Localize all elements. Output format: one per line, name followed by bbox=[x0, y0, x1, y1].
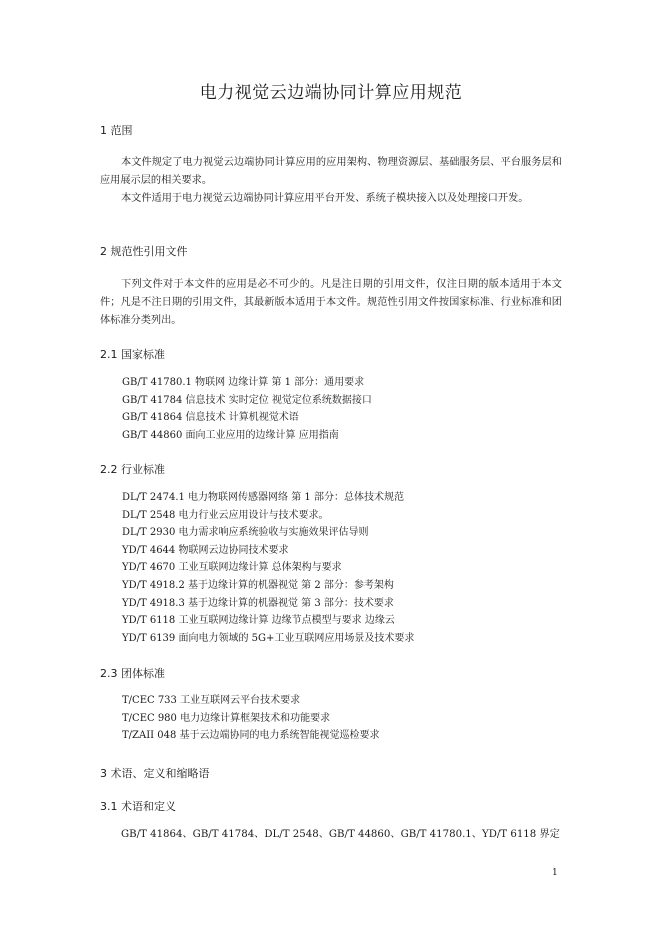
list-item: GB/T 44860 面向工业应用的边缘计算 应用指南 bbox=[122, 429, 339, 441]
terms-paragraph: GB/T 41864、GB/T 41784、DL/T 2548、GB/T 44860、GB/T 41780.1、YD/T 6118 界定 bbox=[121, 829, 560, 840]
section-heading-group-standards: 2.3 团体标准 bbox=[100, 667, 165, 680]
list-item: T/CEC 980 电力边缘计算框架技术和功能要求 bbox=[122, 712, 331, 724]
scope-paragraph-2: 本文件适用于电力视觉云边端协同计算应用平台开发、系统子模块接入以及处理接口开发。 bbox=[121, 193, 529, 204]
list-item: DL/T 2474.1 电力物联网传感器网络 第 1 部分：总体技术规范 bbox=[122, 492, 404, 503]
list-item: YD/T 4918.2 基于边缘计算的机器视觉 第 2 部分：参考架构 bbox=[122, 579, 394, 591]
group-standards-list bbox=[122, 692, 380, 745]
list-item: DL/T 2548 电力行业云应用设计与技术要求。 bbox=[122, 509, 329, 521]
page-number: 1 bbox=[552, 868, 558, 878]
list-item: YD/T 6139 面向电力领域的 5G+工业互联网应用场景及技术要求 bbox=[122, 632, 415, 644]
section-heading-terms-and-definitions: 3.1 术语和定义 bbox=[100, 800, 176, 813]
list-item: YD/T 6118 工业互联网边缘计算 边缘节点模型与要求 边缘云 bbox=[122, 615, 395, 627]
list-item: YD/T 4918.3 基于边缘计算的机器视觉 第 3 部分：技术要求 bbox=[122, 597, 394, 609]
list-item: YD/T 4644 物联网云边协同技术要求 bbox=[122, 544, 289, 556]
document-title: 电力视觉云边端协同计算应用规范 bbox=[199, 83, 463, 103]
section-heading-terms: 3 术语、定义和缩略语 bbox=[100, 767, 210, 780]
section-heading-normative-references: 2 规范性引用文件 bbox=[100, 245, 188, 258]
section-heading-scope: 1 范围 bbox=[100, 124, 133, 137]
list-item: DL/T 2930 电力需求响应系统验收与实施效果评估导则 bbox=[122, 527, 369, 539]
industry-standards-list bbox=[122, 489, 414, 647]
list-item: GB/T 41864 信息技术 计算机视觉术语 bbox=[122, 412, 299, 424]
section-heading-national-standards: 2.1 国家标准 bbox=[100, 348, 165, 361]
list-item: YD/T 4670 工业互联网边缘计算 总体架构与要求 bbox=[122, 562, 342, 574]
national-standards-list bbox=[122, 374, 372, 444]
section-heading-industry-standards: 2.2 行业标准 bbox=[100, 463, 165, 476]
list-item: GB/T 41784 信息技术 实时定位 视觉定位系统数据接口 bbox=[122, 394, 372, 406]
scope-paragraph-1: 本文件规定了电力视觉云边端协同计算应用的应用架构、物理资源层、基础服务层、平台服务层和应用展示层的相关要求。 bbox=[100, 157, 562, 186]
list-item: GB/T 41780.1 物联网 边缘计算 第 1 部分：通用要求 bbox=[122, 377, 365, 388]
list-item: T/ZAII 048 基于云边端协同的电力系统智能视觉巡检要求 bbox=[122, 730, 380, 742]
list-item: T/CEC 733 工业互联网云平台技术要求 bbox=[122, 695, 301, 706]
references-paragraph: 下列文件对于本文件的应用是必不可少的。凡是注日期的引用文件，仅注日期的版本适用于本文件；凡是不注日期的引用文件，其最新版本适用于本文件。规范性引用文件按国家标准、行业标准和团体标准分类列出。 bbox=[100, 279, 562, 326]
